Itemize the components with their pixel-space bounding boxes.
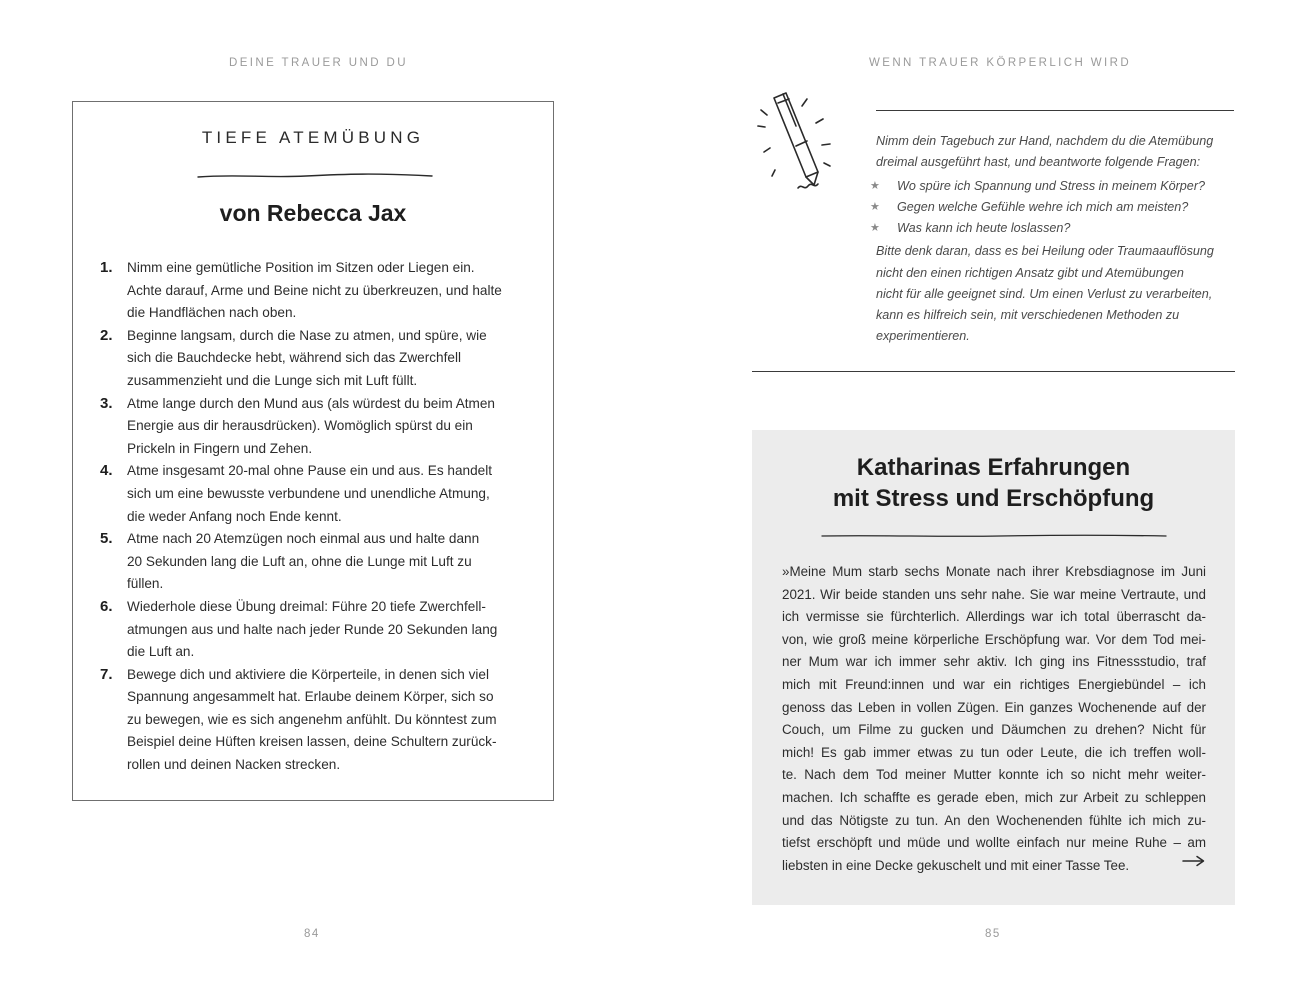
story-divider [820,532,1168,540]
journal-bottom-rule [752,371,1235,372]
step-text-line: Beginne langsam, durch die Nase zu atmen, und spüre, wie [127,327,487,343]
squiggle-divider [196,170,434,182]
story-body-line: mich mit Freund:innen und war ein richtiges Energiebündel – ich [782,676,1206,692]
journal-intro-line: dreimal ausgeführt hast, und beantworte folgende Fragen: [876,155,1201,170]
journal-note-line: Bitte denk daran, dass es bei Heilung oder Traumaauflösung [876,244,1214,259]
step-text-line: Atme lange durch den Mund aus (als würdest du beim Atmen [127,395,495,411]
story-title-line-2: mit Stress und Erschöpfung [832,485,1155,512]
page-number-left: 84 [304,928,320,940]
star-bullet-icon: ★ [870,201,880,214]
story-title-line-1: Katharinas Erfahrungen [856,454,1131,481]
journal-question [870,218,1240,239]
exercise-step [100,596,530,664]
exercise-kicker: TIEFE ATEMÜBUNG [201,128,425,147]
exercise-title: von Rebecca Jax [219,200,407,226]
exercise-step [100,664,530,777]
story-body-line: mich! Es gab immer etwas zu tun oder Leute, die ich treffen woll- [782,744,1206,760]
story-body-line: ner Mum war ich immer sehr aktiv. Ich ging ins Fitnessstudio, traf [782,654,1206,670]
journal-intro [876,131,1246,173]
journal-note [876,241,1246,347]
story-body-line: und das Nötigste zu tun. An den Wochenenden fühlte ich mich zu- [782,812,1206,828]
journal-question [870,197,1240,218]
journal-note-line: nicht für alle geeignet sind. Um einen Verlust zu verarbeiten, [876,286,1213,301]
arrow-right-icon [1182,855,1206,867]
running-head-left: DEINE TRAUER UND DU [229,57,408,69]
step-text-line: zusammenzieht und die Lunge sich mit Luft füllt. [127,372,418,388]
story-body-line: Couch, um Filme zu gucken und Däumchen zu drehen? Nicht für [782,722,1206,738]
journal-note-line: experimentieren. [876,329,970,344]
journal-questions [870,176,1240,239]
step-text-line: atmungen aus und halte nach jeder Runde 20 Sekunden lang [127,621,498,637]
story-body-line: te. Nach dem Tod meiner Mutter konnte ich so nicht mehr weiter- [782,767,1206,783]
running-head-right: WENN TRAUER KÖRPERLICH WIRD [869,57,1132,69]
exercise-step [100,528,530,596]
story-body-line: liebsten in eine Decke gekuschelt und mit einer Tasse Tee. [782,857,1130,873]
step-number: 1. [100,259,113,276]
step-text-line: füllen. [127,576,164,592]
exercise-step [100,325,530,393]
step-number: 3. [100,394,113,412]
step-text-line: Nimm eine gemütliche Position im Sitzen oder Liegen ein. [127,260,475,275]
step-number: 6. [100,597,113,615]
step-text-line: die weder Anfang noch Ende kennt. [127,508,342,524]
exercise-step [100,393,530,461]
story-body [782,561,1206,877]
journal-top-rule [876,110,1234,111]
step-text-line: zu bewegen, wie es sich angenehm anfühlt. Du könntest zum [127,711,497,727]
story-body-line: ich vermisse sie fürchterlich. Allerdings war ich total überrascht da- [782,609,1206,625]
step-text-line: sich um eine bewusste verbundene und unendliche Atmung, [127,485,490,501]
page-number-right: 85 [985,928,1001,940]
journal-question-text: Gegen welche Gefühle wehre ich mich am meisten? [897,200,1189,215]
story-body-line: von, wie groß meine körperliche Erschöpfung war. Vor dem Tod mei- [782,631,1206,647]
step-text-line: sich die Bauchdecke hebt, während sich das Zwerchfell [127,350,461,366]
step-text-line: die Handflächen nach oben. [127,305,297,321]
step-text-line: Beispiel deine Hüften kreisen lassen, deine Schultern zurück- [127,734,497,750]
step-number: 2. [100,326,113,344]
step-number: 5. [100,530,113,548]
step-text-line: Spannung angesammelt hat. Erlaube deinem Körper, sich so [127,689,494,705]
journal-question-text: Wo spüre ich Spannung und Stress in meinem Körper? [897,179,1206,194]
exercise-step [100,257,530,325]
story-body-line: 2021. Wir beide standen uns sehr nahe. Sie war meine Vertraute, und [782,586,1206,602]
story-body-line: tiefst erschöpft und müde und wollte einfach nur meine Ruhe – am [782,835,1206,851]
story-body-line: machen. Ich schaffte es gerade eben, mich zur Arbeit zu schleppen [782,789,1206,805]
star-bullet-icon: ★ [870,180,880,193]
journal-note-line: nicht den einen richtigen Ansatz gibt und Atemübungen [876,265,1184,280]
step-text-line: die Luft an. [127,644,195,660]
step-text-line: Wiederhole diese Übung dreimal: Führe 20 tiefe Zwerchfell- [127,598,486,614]
step-text-line: Achte darauf, Arme und Beine nicht zu überkreuzen, und halte [127,282,502,298]
exercise-step [100,460,530,528]
journal-intro-line: Nimm dein Tagebuch zur Hand, nachdem du die Atemübung [876,134,1214,148]
journal-note-line: kann es hilfreich sein, mit verschiedenen Methoden zu [876,308,1180,323]
step-text-line: Energie aus dir herausdrücken). Womöglich spürst du ein [127,418,473,434]
pen-writing-icon [756,90,846,194]
step-text-line: Atme insgesamt 20-mal ohne Pause ein und aus. Es handelt [127,463,492,479]
journal-question [870,176,1240,197]
star-bullet-icon: ★ [870,222,880,235]
journal-question-text: Was kann ich heute loslassen? [897,221,1071,236]
story-body-line: genoss das Leben in vollen Zügen. Ein ganzes Wochenende auf der [782,699,1206,715]
story-body-line: »Meine Mum starb sechs Monate nach ihrer Krebsdiagnose im Juni [782,564,1206,579]
step-number: 7. [100,665,113,683]
step-text-line: 20 Sekunden lang die Luft an, ohne die Lunge mit Luft zu [127,553,472,569]
step-text-line: rollen und deinen Nacken strecken. [127,757,341,773]
step-text-line: Prickeln in Fingern und Zehen. [127,440,313,456]
journal-prompt [870,131,1246,347]
step-text-line: Atme nach 20 Atemzügen noch einmal aus und halte dann [127,531,480,547]
step-number: 4. [100,462,113,480]
exercise-steps [100,257,530,777]
step-text-line: Bewege dich und aktiviere die Körperteile, in denen sich viel [127,666,489,682]
